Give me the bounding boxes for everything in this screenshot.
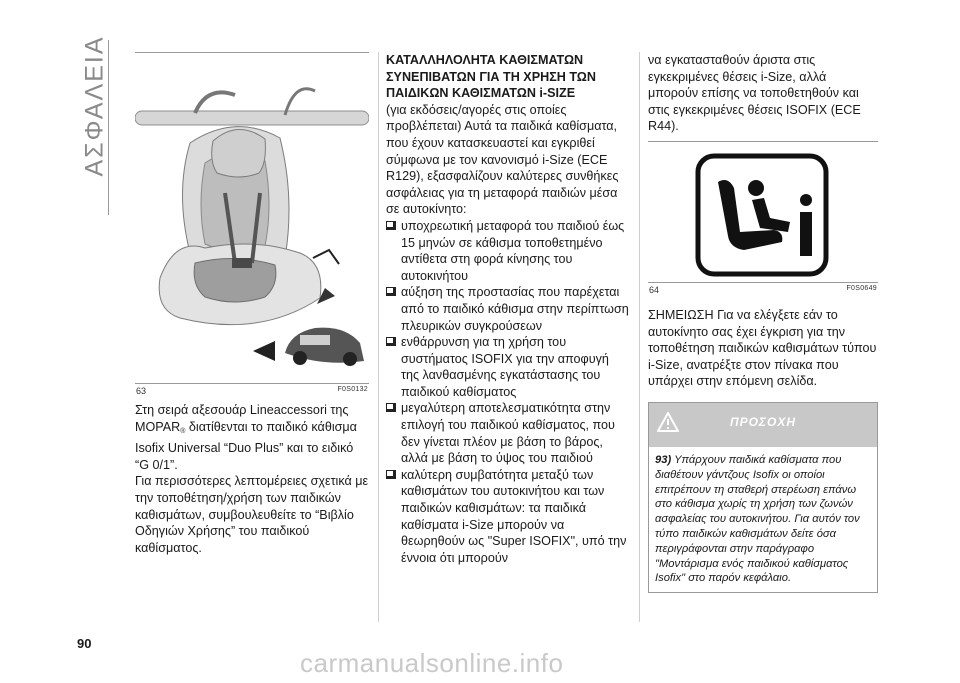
paragraph: Στη σειρά αξεσουάρ Lineaccessori της $MOPAR_®$ διατίθενται το παιδικό κάθισμα Isofix Universal “Duo Plus” και το ειδικό “G 0/1”. xyxy=(135,403,357,472)
paragraph: (για εκδόσεις/αγορές στις οποίες προβλέπεται) Αυτά τα παιδικά καθίσματα, που έχουν κατασκευαστεί και εγκριθεί σύμφωνα με τον κανονισμό i-Size (ECE R129), εξασφαλίζουν καλύτερες συνθήκες ασφάλειας για τη μεταφορά παιδιών μέσα σε αυτοκίνητο: xyxy=(386,102,619,217)
figure-code: F0S0132 xyxy=(337,386,368,393)
warning-triangle-icon xyxy=(657,412,679,432)
note-paragraph: ΣΗΜΕΙΩΣΗ Για να ελέγξετε εάν το αυτοκίνητο σας έχει έγκριση για την τοποθέτηση παιδικών καθισμάτων τύπου i-Size, ανατρέξτε στον πίνακα που υπάρχει στην επόμενη σελίδα. xyxy=(648,307,877,389)
figure-number: 63 xyxy=(136,386,147,396)
section-heading: ΚΑΤΑΛΛΗΛΟΛΗΤΑ ΚΑΘΙΣΜΑΤΩΝ ΣΥΝΕΠΙΒΑΤΩΝ ΓΙΑ ΤΗ ΧΡΗΣΗ ΤΩΝ ΠΑΙΔΙΚΩΝ ΚΑΘΙΣΜΑΤΩΝ i-SIZE xyxy=(386,53,596,101)
list-item: καλύτερη συμβατότητα μεταξύ των καθισμάτων του αυτοκινήτου και των παιδικών καθισμάτων: τα παιδικά καθίσματα i-Size μπορούν να θεωρηθούν ως "Super ISOFIX", υπό την έννοια ότι μπορούν xyxy=(386,467,629,567)
list-item: αύξηση της προστασίας που παρέχεται από το παιδικό κάθισμα στην περίπτωση πλευρικών συγκρούσεων xyxy=(386,284,629,334)
page-number: 90 xyxy=(77,636,92,651)
section-divider xyxy=(108,40,109,215)
column-2 xyxy=(386,52,629,566)
column-1 xyxy=(135,52,369,556)
warning-body: 93) Υπάρχουν παιδικά καθίσματα που διαθέτουν γάντζους Isofix οι οποίοι επιτρέπουν τη σταθερή στερέωση επάνω στο κάθισμα χωρίς τη χρήση των ζωνών ασφαλείας του αυτοκινήτου. Για αυτόν τον τύπο παιδικών καθισμάτων δείτε όσα περιγράφονται στην παράγραφο "Μοντάρισμα ενός παιδικού καθίσματος Isofix" στο παρόν κεφάλαιο. xyxy=(655,453,860,585)
column-3 xyxy=(648,52,878,593)
child-seat-photo xyxy=(135,53,369,383)
figure-63-caption xyxy=(135,383,369,396)
column-divider xyxy=(639,52,640,622)
warning-box xyxy=(648,402,878,593)
warning-title: ΠΡΟΣΟΧΗ xyxy=(729,414,797,429)
paragraph: Για περισσότερες λεπτομέρειες σχετικά με την τοποθέτηση/χρήση των παιδικών καθισμάτων, συμβουλευθείτε το “Βιβλίο Οδηγιών Χρήσης” του παιδικού καθίσματος. xyxy=(135,474,369,555)
checkbox-bullet-icon xyxy=(386,470,396,479)
checkbox-bullet-icon xyxy=(386,287,396,296)
column-divider xyxy=(378,52,379,622)
figure-63 xyxy=(135,52,369,383)
section-title: ΑΣΦΑΛΕΙΑ xyxy=(80,34,109,177)
figure-number: 64 xyxy=(649,284,660,295)
warning-header xyxy=(649,403,877,447)
checkbox-bullet-icon xyxy=(386,221,396,230)
list-item: μεγαλύτερη αποτελεσματικότητα στην επιλογή του παιδικού καθίσματος, που δεν γίνεται πλέον με βάση το βάρος, αλλά με βάση το ύψος του παιδιού xyxy=(386,400,629,466)
figure-64 xyxy=(648,141,878,282)
checkbox-bullet-icon xyxy=(386,403,396,412)
watermark: carmanualsonline.info xyxy=(300,648,564,678)
list-item: ενθάρρυνση για τη χρήση του συστήματος ISOFIX για την αποφυγή της λανθασμένης εγκατάστασης του παιδικού καθίσματος xyxy=(386,334,629,400)
figure-64-caption xyxy=(648,282,878,295)
list-item: υποχρεωτική μεταφορά του παιδιού έως 15 μηνών σε κάθισμα τοποθετημένο αντίθετα στη φορά κίνησης του αυτοκινήτου xyxy=(386,218,629,284)
checkbox-bullet-icon xyxy=(386,337,396,346)
figure-code: F0S0649 xyxy=(846,284,877,292)
isize-child-seat-icon xyxy=(648,142,878,282)
paragraph: να εγκατασταθούν άριστα στις εγκεκριμένες θέσεις i-Size, αλλά μπορούν επίσης να τοποθετηθούν και στις εγκεκριμένες θέσεις ISOFIX (ECE R44). xyxy=(648,53,861,134)
